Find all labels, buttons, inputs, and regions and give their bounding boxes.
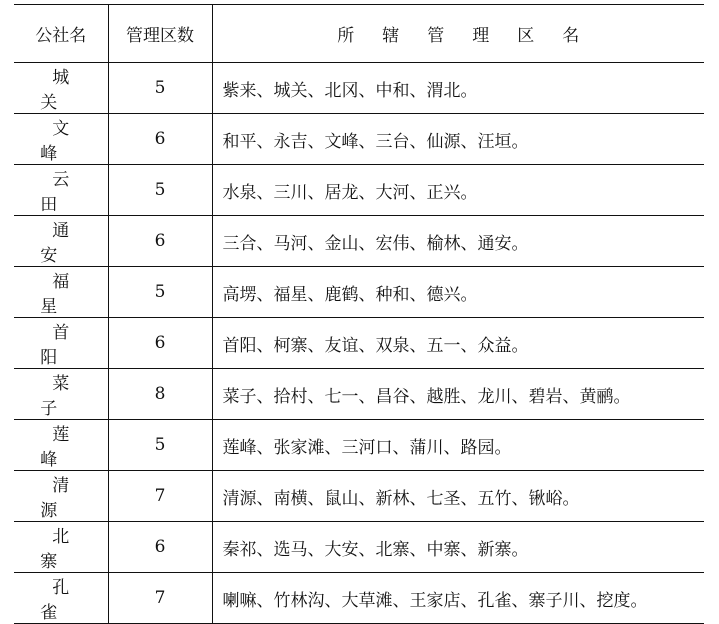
areas-cell: 水泉、三川、居龙、大河、正兴。 — [212, 165, 704, 216]
commune-table-container — [14, 4, 704, 624]
count-cell: 6 — [108, 216, 212, 267]
table-body — [14, 63, 704, 624]
table-header — [14, 5, 704, 63]
commune-cell: 首阳 — [14, 318, 108, 369]
count-cell: 7 — [108, 573, 212, 624]
header-area-names: 所辖管理区名 — [212, 5, 704, 63]
areas-cell: 清源、南横、鼠山、新林、七圣、五竹、锹峪。 — [212, 471, 704, 522]
table-row — [14, 369, 704, 420]
areas-cell: 紫来、城关、北冈、中和、渭北。 — [212, 63, 704, 114]
commune-cell: 莲峰 — [14, 420, 108, 471]
commune-management-area-table — [14, 4, 704, 624]
areas-cell: 秦祁、选马、大安、北寨、中寨、新寨。 — [212, 522, 704, 573]
areas-cell: 首阳、柯寨、友谊、双泉、五一、众益。 — [212, 318, 704, 369]
count-cell: 5 — [108, 420, 212, 471]
count-cell: 6 — [108, 318, 212, 369]
table-row — [14, 114, 704, 165]
commune-cell: 菜子 — [14, 369, 108, 420]
count-cell: 5 — [108, 165, 212, 216]
commune-cell: 孔雀 — [14, 573, 108, 624]
count-cell: 8 — [108, 369, 212, 420]
commune-cell: 清源 — [14, 471, 108, 522]
count-cell: 6 — [108, 114, 212, 165]
commune-cell: 城关 — [14, 63, 108, 114]
commune-cell: 云田 — [14, 165, 108, 216]
table-row — [14, 420, 704, 471]
header-commune-name: 公社名 — [14, 5, 108, 63]
table-row — [14, 267, 704, 318]
commune-cell: 福星 — [14, 267, 108, 318]
count-cell: 7 — [108, 471, 212, 522]
count-cell: 6 — [108, 522, 212, 573]
count-cell: 5 — [108, 63, 212, 114]
commune-cell: 通安 — [14, 216, 108, 267]
commune-cell: 北寨 — [14, 522, 108, 573]
table-row — [14, 522, 704, 573]
table-row — [14, 471, 704, 522]
areas-cell: 菜子、拾村、七一、昌谷、越胜、龙川、碧岩、黄鹂。 — [212, 369, 704, 420]
count-cell: 5 — [108, 267, 212, 318]
areas-cell: 和平、永吉、文峰、三台、仙源、汪垣。 — [212, 114, 704, 165]
header-row — [14, 5, 704, 63]
areas-cell: 高塄、福星、鹿鹤、种和、德兴。 — [212, 267, 704, 318]
areas-cell: 莲峰、张家滩、三河口、蒲川、路园。 — [212, 420, 704, 471]
table-row — [14, 63, 704, 114]
commune-cell: 文峰 — [14, 114, 108, 165]
areas-cell: 三合、马河、金山、宏伟、榆林、通安。 — [212, 216, 704, 267]
areas-cell: 喇嘛、竹林沟、大草滩、王家店、孔雀、寨子川、挖度。 — [212, 573, 704, 624]
table-row — [14, 216, 704, 267]
table-row — [14, 318, 704, 369]
table-row — [14, 573, 704, 624]
header-area-count: 管理区数 — [108, 5, 212, 63]
table-row — [14, 165, 704, 216]
